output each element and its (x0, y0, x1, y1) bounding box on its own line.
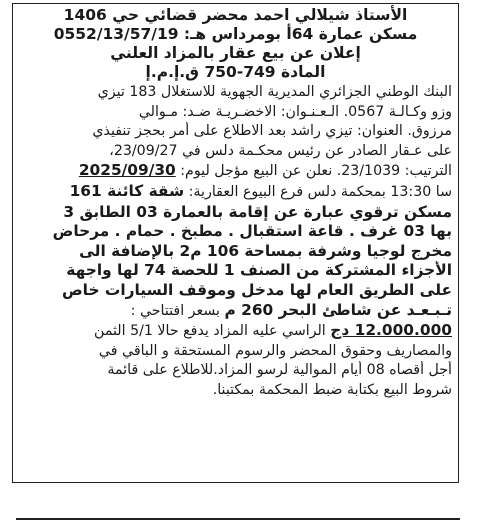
body-line: أجل أقصاه 08 أيام الموالية لرسو المزاد.للاطلاع على قائمة (107, 362, 452, 379)
sale-date: 2025/09/30 (78, 161, 176, 180)
body-line (19, 301, 452, 322)
notice-header (19, 6, 452, 82)
body-line (19, 321, 452, 342)
opening-price: 12.000.000 دج (330, 321, 452, 340)
auction-notice (12, 3, 459, 483)
body-line: وزو وكـالـة 0567. الـعـنـوان: الاخضـريـة ضـد: مـوالي (138, 103, 452, 120)
body-line (19, 161, 452, 182)
body-text: بسعر افتتاحي : (130, 302, 220, 319)
body-text: الراسي عليه المزاد يدفع حالا 5/1 الثمن (94, 323, 326, 340)
body-text: سا 13:30 بمحكمة دلس فرع البيوع العقارية: (188, 183, 452, 200)
body-line: شروط البيع بكتابة ضبط المحكمة بمكتبنا. (212, 381, 452, 398)
body-line: مرزوق. العنوان: تيزي راشد بعد الاطلاع على أمر بحجز تنفيذي (92, 123, 452, 140)
separator-line (16, 518, 460, 520)
property-line: بها 03 غرف . قاعة استقبال . مطبخ . حمام . مرحاض (52, 222, 452, 241)
body-line: على عـقار الصادر عن رئيس محكـمة دلس في 23/09/27، (109, 142, 452, 159)
property-desc: تـبـعـد عن شاطئ البحر 260 م (224, 300, 452, 319)
property-line: مسكن ترقوي عبارة عن إقامة بالعمارة 03 الطابق 3 (63, 202, 452, 221)
body-line (19, 182, 452, 203)
property-line: الأجزاء المشتركة من الصنف 1 للحصة 74 لها واجهة (66, 261, 452, 280)
property-line: على الطريق العام لها مدخل وموقف السيارات خاص (61, 280, 452, 299)
property-desc: شقة كائنة 161 (69, 181, 185, 200)
notice-title: إعلان عن بيع عقار بالمزاد العلني (110, 44, 361, 62)
body-text: الترتيب: 23/1039. نعلن عن البيع مؤجل ليوم: (180, 163, 452, 180)
bailiff-address: مسكن عمارة 64أ بومرداس هـ: 0552/13/57/19 (53, 25, 418, 43)
property-line: مخرج لوجيا وشرفة بمساحة 106 م2 بالإضافة الى (79, 241, 452, 260)
bailiff-name: الأستاذ شيلالي احمد محضر قضائي حي 1406 (63, 6, 408, 24)
body-line: البنك الوطني الجزائري المديرية الجهوية للاستغلال 183 تيزي (97, 84, 452, 100)
notice-body (19, 83, 452, 401)
legal-article: المادة 749-750 ق.إ.م.إ (145, 63, 326, 81)
body-line: والمصاريف وحقوق المحضر والرسوم المستحقة و الباقي في (98, 342, 452, 359)
